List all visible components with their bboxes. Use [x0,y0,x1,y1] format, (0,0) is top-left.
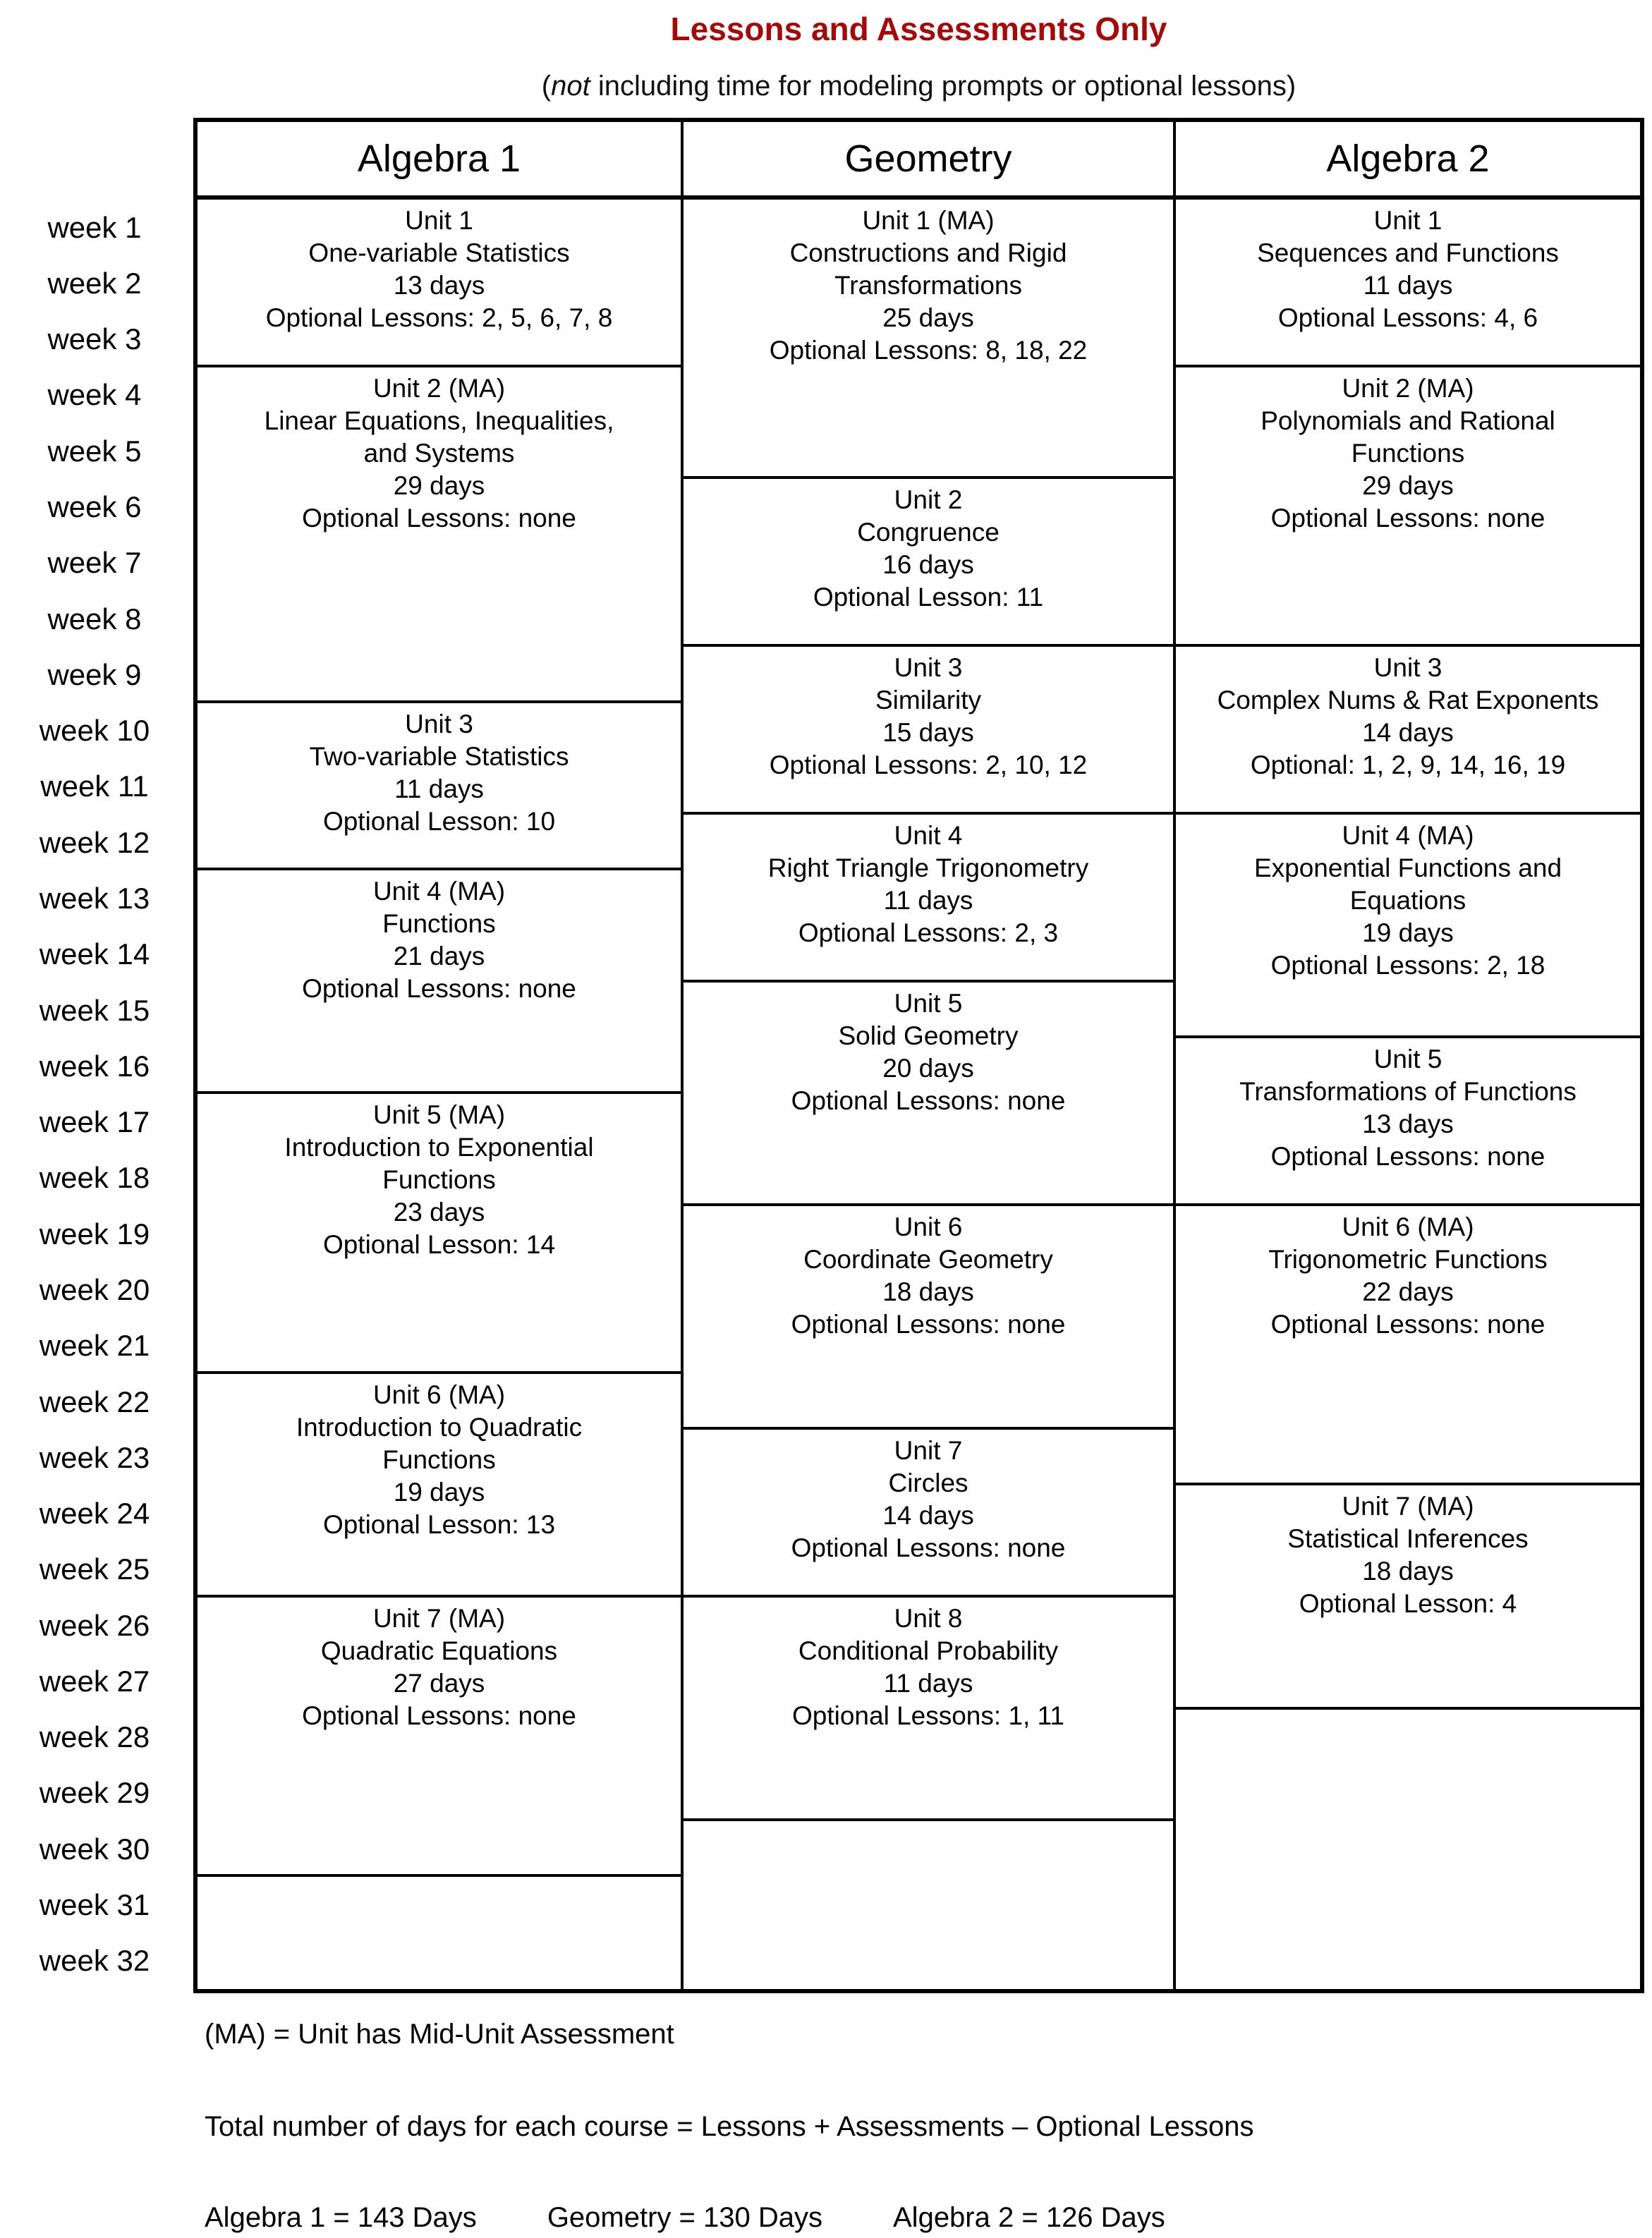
unit-heading: Unit 8 [894,1604,963,1633]
unit-cell [684,983,1173,1206]
week-label: week 13 [39,881,150,915]
week-label: week 23 [39,1440,150,1474]
unit-cell [198,1598,681,1877]
unit-days: 11 days [1363,271,1453,300]
unit-cell [684,1598,1173,1821]
unit-cell [198,1094,681,1373]
subtitle-pre: ( [541,71,552,102]
unit-days: 18 days [882,1277,974,1307]
unit-title: Two-variable Statistics [309,741,569,771]
week-label: week 21 [39,1329,150,1363]
unit-optional: Optional Lessons: none [1270,1142,1545,1172]
unit-days: 15 days [882,718,974,748]
unit-days: 19 days [393,1477,485,1507]
week-label: week 25 [39,1552,150,1586]
unit-title: Coordinate Geometry [803,1245,1053,1275]
unit-heading: Unit 3 [894,653,963,683]
week-label: week 19 [39,1217,150,1251]
unit-cell [684,1206,1173,1430]
week-label: week 30 [39,1832,150,1866]
unit-cell [1176,1206,1640,1485]
unit-cell [684,815,1173,983]
empty-cell [1176,1710,1640,1989]
week-label: week 5 [47,434,142,468]
unit-days: 29 days [1362,470,1454,500]
unit-days: 14 days [882,1501,974,1531]
course-header-geometry: Geometry [844,138,1012,180]
pacing-table [193,118,1644,1993]
unit-optional: Optional Lessons: none [302,503,576,533]
unit-days: 16 days [882,550,974,580]
unit-title: Constructions and Rigid Transformations [789,238,1067,300]
unit-cell [198,870,681,1094]
unit-cell [684,1430,1173,1598]
unit-cell [1176,200,1640,367]
unit-heading: Unit 7 [894,1436,963,1466]
week-label: week 2 [47,266,142,300]
unit-title: One-variable Statistics [308,238,570,267]
subtitle-italic: not [551,71,590,102]
unit-heading: Unit 2 (MA) [372,373,506,403]
week-label: week 12 [39,825,150,859]
unit-cell [1176,1485,1640,1709]
unit-title: Quadratic Equations [320,1636,558,1665]
page-subtitle [195,71,1642,102]
unit-title: Right Triangle Trigonometry [767,853,1089,883]
unit-days: 23 days [393,1198,485,1227]
unit-optional: Optional Lessons: 8, 18, 22 [769,336,1088,365]
unit-optional: Optional Lessons: 2, 18 [1270,951,1545,980]
unit-heading: Unit 6 (MA) [1342,1212,1474,1242]
unit-days: 20 days [882,1053,974,1083]
unit-cell [198,1374,681,1598]
unit-heading: Unit 6 [894,1212,963,1242]
unit-title: Introduction to Exponential Functions [284,1133,594,1195]
unit-optional: Optional Lessons: none [1270,503,1545,533]
empty-cell [684,1821,1173,1989]
unit-heading: Unit 2 (MA) [1342,373,1474,403]
unit-days: 21 days [393,942,485,971]
week-label: week 9 [47,657,142,691]
unit-days: 22 days [1362,1277,1454,1307]
unit-title: Circles [888,1468,968,1498]
course-header-algebra-1: Algebra 1 [357,138,521,180]
week-label: week 28 [39,1720,150,1754]
week-label: week 16 [39,1049,150,1083]
unit-optional: Optional Lessons: none [791,1310,1066,1339]
unit-optional: Optional Lesson: 13 [322,1509,556,1539]
unit-days: 14 days [1362,718,1454,748]
unit-days: 13 days [1362,1109,1454,1139]
page-title: Lessons and Assessments Only [670,11,1167,47]
week-label: week 8 [47,602,142,635]
unit-title: Similarity [875,686,982,715]
unit-days: 18 days [1362,1557,1454,1586]
unit-optional: Optional Lessons: none [302,974,576,1004]
unit-days: 11 days [883,886,973,916]
week-label: week 27 [39,1664,150,1698]
unit-days: 19 days [1362,918,1454,948]
week-label: week 1 [47,210,142,244]
week-label: week 11 [40,770,149,803]
unit-optional: Optional Lessons: 1, 11 [791,1701,1064,1730]
unit-optional: Optional Lesson: 4 [1299,1589,1517,1619]
unit-days: 13 days [393,271,485,300]
unit-cell [198,200,681,367]
unit-heading: Unit 5 (MA) [372,1100,506,1130]
unit-title: Complex Nums & Rat Exponents [1217,686,1599,715]
course-total: Algebra 2 = 126 Days [893,2202,1165,2233]
unit-heading: Unit 4 [894,821,963,851]
empty-cell [198,1877,681,1989]
unit-cell [1176,367,1640,647]
week-label: week 15 [39,993,150,1027]
unit-title: Congruence [857,518,1000,547]
unit-cell [1176,647,1640,815]
total-formula-footnote: Total number of days for each course = Lessons + Assessments – Optional Lessons [205,2111,1254,2142]
unit-title: Exponential Functions and Equations [1253,853,1562,916]
unit-title: Solid Geometry [838,1021,1019,1050]
week-label: week 31 [39,1888,150,1922]
week-label: week 20 [39,1272,150,1306]
unit-cell [1176,815,1640,1038]
week-label: week 22 [39,1385,150,1418]
week-label: week 14 [39,937,150,971]
course-total: Geometry = 130 Days [547,2202,822,2233]
unit-cell [1176,1038,1640,1206]
unit-heading: Unit 7 (MA) [372,1604,506,1633]
unit-optional: Optional Lessons: 2, 10, 12 [769,750,1088,780]
week-label: week 7 [47,546,142,580]
unit-title: Introduction to Quadratic Functions [296,1412,583,1474]
unit-heading: Unit 2 [894,485,963,515]
unit-heading: Unit 3 [1373,653,1443,683]
unit-heading: Unit 4 (MA) [372,877,506,906]
unit-heading: Unit 1 (MA) [862,206,995,235]
unit-heading: Unit 1 [405,206,473,235]
week-label: week 3 [47,322,142,356]
course-totals-row [205,2202,1165,2234]
week-label: week 26 [39,1608,150,1642]
unit-optional: Optional Lessons: none [791,1085,1066,1115]
unit-title: Sequences and Functions [1257,238,1559,267]
unit-heading: Unit 4 (MA) [1342,821,1474,851]
unit-cell [684,647,1173,815]
unit-heading: Unit 6 (MA) [372,1380,506,1409]
week-label: week 32 [39,1944,150,1978]
unit-optional: Optional Lessons: 4, 6 [1277,303,1538,332]
unit-cell [684,200,1173,479]
unit-optional: Optional Lessons: none [791,1533,1066,1563]
week-label: week 29 [39,1776,150,1810]
unit-title: Polynomials and Rational Functions [1261,406,1555,468]
week-label: week 4 [47,378,142,412]
unit-optional: Optional Lessons: 2, 3 [798,918,1059,948]
week-label: week 6 [47,490,142,524]
unit-optional: Optional Lessons: 2, 5, 6, 7, 8 [265,303,613,332]
unit-cell [198,703,681,871]
unit-days: 11 days [394,774,484,803]
subtitle-post: including time for modeling prompts or optional lessons) [590,71,1296,102]
unit-days: 29 days [393,470,485,500]
ma-footnote: (MA) = Unit has Mid-Unit Assessment [205,2019,674,2050]
unit-title: Functions [382,909,496,939]
week-label: week 17 [39,1105,150,1139]
unit-heading: Unit 7 (MA) [1342,1492,1474,1521]
unit-days: 27 days [393,1669,485,1698]
unit-heading: Unit 3 [405,709,473,738]
unit-heading: Unit 1 [1373,206,1443,235]
unit-days: 11 days [883,1669,973,1698]
unit-title: Transformations of Functions [1239,1077,1577,1107]
week-label: week 10 [39,714,150,748]
unit-cell [198,367,681,703]
unit-cell [684,479,1173,647]
week-label: week 18 [39,1161,150,1195]
course-header-algebra-2: Algebra 2 [1326,138,1490,180]
unit-heading: Unit 5 [894,988,963,1018]
unit-optional: Optional Lesson: 14 [322,1230,556,1260]
unit-title: Statistical Inferences [1287,1524,1529,1554]
unit-optional: Optional Lesson: 10 [322,806,556,836]
unit-optional: Optional Lessons: none [302,1701,576,1730]
week-label: week 24 [39,1497,150,1531]
unit-days: 25 days [882,303,974,332]
unit-title: Conditional Probability [798,1636,1059,1665]
unit-heading: Unit 5 [1373,1045,1443,1074]
unit-optional: Optional Lessons: none [1270,1310,1545,1339]
course-total: Algebra 1 = 143 Days [205,2202,477,2233]
unit-optional: Optional: 1, 2, 9, 14, 16, 19 [1250,750,1566,780]
unit-title: Trigonometric Functions [1268,1245,1548,1275]
unit-title: Linear Equations, Inequalities, and Systems [264,406,614,468]
unit-optional: Optional Lesson: 11 [813,583,1044,612]
